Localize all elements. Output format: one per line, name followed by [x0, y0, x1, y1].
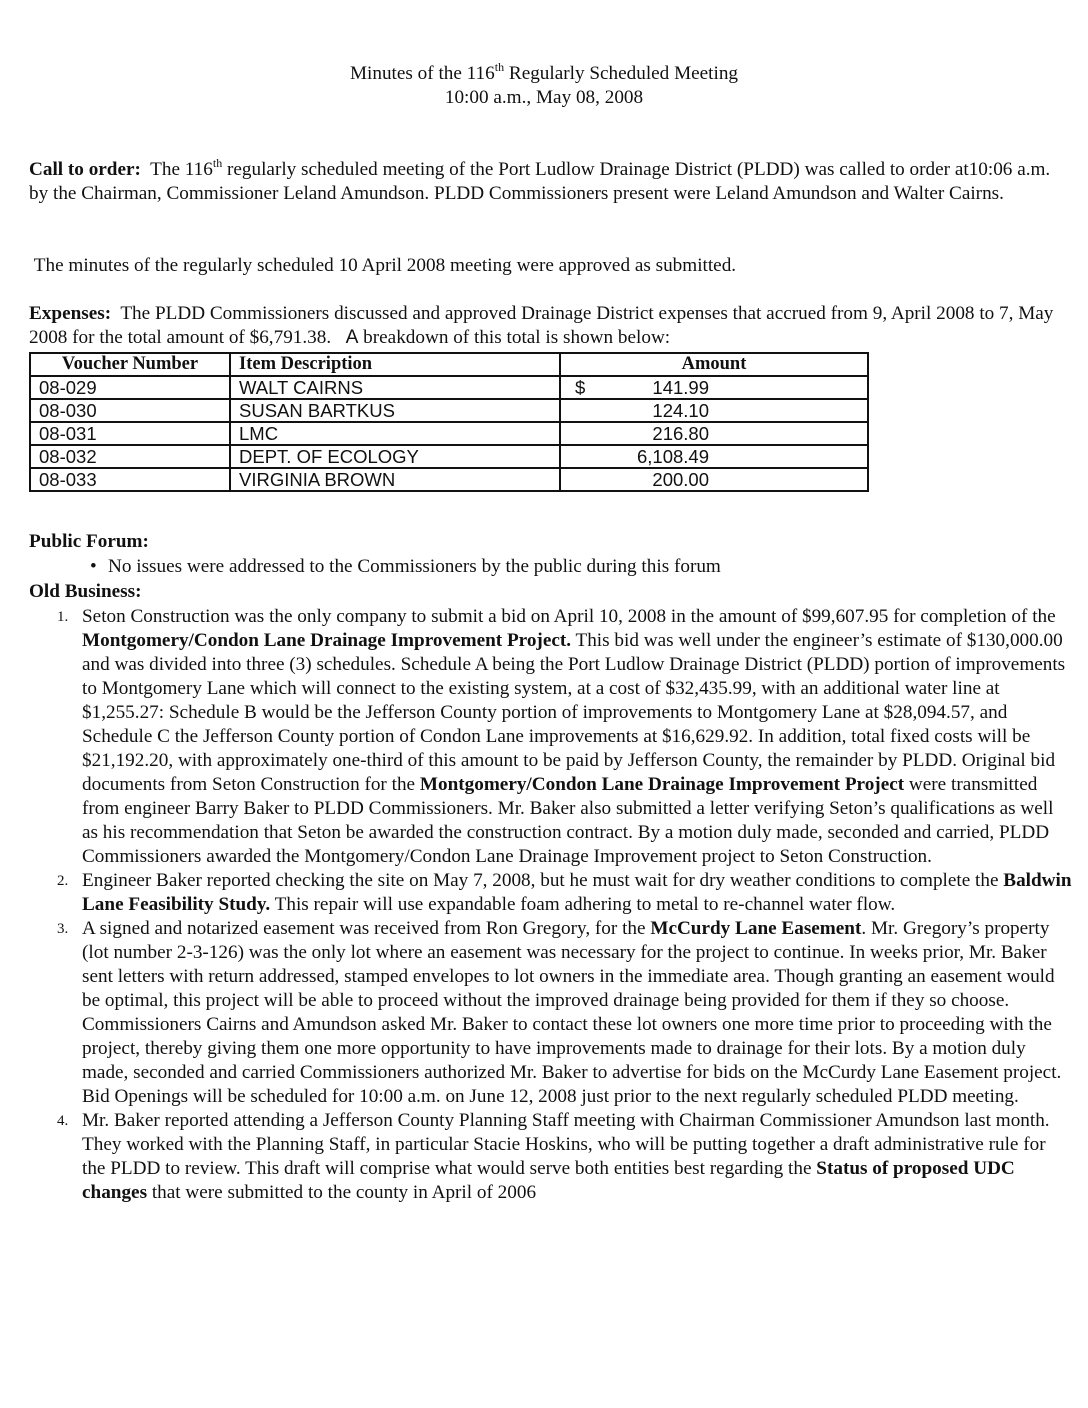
list-item: 4. Mr. Baker reported attending a Jefferson County Planning Staff meeting with Chairman Commissioner Amundson last month. They worked with the Planning Staff, in particular Stacie Hoskins, who will be putting together a draft administrative rule for the PLDD to review. This draft will comprise what would serve both entities best regarding the Status of proposed UDC changes that were submitted to the county in April of 2006	[57, 1110, 1050, 1203]
expenses-section: Expenses: The PLDD Commissioners discussed and approved Drainage District expenses that accrued from 9, April 2008 to 7, May 2008 for the total amount of $6,791.38. A breakdown of this total is shown below:	[29, 303, 1059, 348]
item-number: 2.	[57, 873, 69, 889]
public-forum-heading: Public Forum:	[29, 531, 149, 552]
old-business-heading: Old Business:	[29, 581, 142, 602]
list-item: 1. Seton Construction was the only company to submit a bid on April 10, 2008 in the amount of $99,607.95 for completion of the Montgomery/Condon Lane Drainage Improvement Project. This bid was well under the engineer’s estimate of $130,000.00 and was divided into three (3) schedules. Schedule A being the Port Ludlow Drainage District (PLDD) portion of improvements to Montgomery Lane which will connect to the existing system, at a cost of $32,435.99, with an additional water line at $1,255.27: Schedule B would be the Jefferson County portion of improvements to Montgomery Lane at $28,094.57, and Schedule C the Jefferson County portion of Condon Lane improvements at $16,629.92. In addition, total fixed costs will be $21,192.20, with approximately one-third of this amount to be paid by Jefferson County, the remainder by PLDD. Original bid documents from Seton Construction for the Montgomery/Condon Lane Drainage Improvement Project were transmitted from engineer Barry Baker to PLDD Commissioners. Mr. Baker also submitted a letter verifying Seton’s qualifications as well as his recommendation that Seton be awarded the construction contract. By a motion duly made, seconded and carried, PLDD Commissioners awarded the Montgomery/Condon Lane Drainage Improvement project to Seton Construction.	[57, 606, 1066, 867]
meeting-date: 10:00 a.m., May 08, 2008	[444, 87, 644, 108]
expenses-label: Expenses:	[29, 303, 112, 324]
voucher-cell: 08-032	[30, 445, 230, 468]
column-header-description: Item Description	[230, 353, 560, 376]
bullet-icon: •	[90, 556, 97, 577]
description-cell: WALT CAIRNS	[230, 376, 560, 399]
item-number: 4.	[57, 1113, 69, 1129]
amount-cell: 6,108.49	[560, 445, 868, 468]
voucher-cell: 08-031	[30, 422, 230, 445]
document-title	[0, 62, 1088, 110]
table-row	[30, 468, 868, 491]
voucher-cell: 08-029	[30, 376, 230, 399]
currency-symbol: $	[575, 377, 586, 398]
amount-cell: $ 141.99	[560, 376, 868, 399]
list-item: 3. A signed and notarized easement was received from Ron Gregory, for the McCurdy Lane Easement. Mr. Gregory’s property (lot number 2-3-126) was the only lot where an easement was necessary for the project to continue. In weeks prior, Mr. Baker sent letters with return addressed, stamped envelopes to lot owners in the immediate area. Though granting an easement would be optimal, this project will be able to proceed without the improved drainage being provided for them if they so choose. Commissioners Cairns and Amundson asked Mr. Baker to contact these lot owners one more time prior to proceeding with the project, thereby giving them one more opportunity to have improvements made to drainage for their lots. By a motion duly made, seconded and carried Commissioners authorized Mr. Baker to advertise for bids on the McCurdy Lane Easement project. Bid Openings will be scheduled for 10:00 a.m. on June 12, 2008 just prior to the next regularly scheduled PLDD meeting.	[57, 918, 1062, 1107]
minutes-document: Minutes of the 116th Regularly Scheduled Meeting 10:00 a.m., May 08, 2008 Call to order: The 116th regularly scheduled meeting of the Port Ludlow Drainage District (PLDD) was called to order at10:06 a.m. by the Chairman, Commissioner Leland Amundson. PLDD Commissioners present were Leland Amundson and Walter Cairns. The minutes of the regularly scheduled 10 April 2008 meeting were approved as submitted. Expenses: The PLDD Commissioners discussed and approved Drainage District expenses that accrued from 9, April 2008 to 7, May 2008 for the total amount of $6,791.38. A breakdown of this total is shown below: Voucher Number Item Description Amount 08-029 WALT CAIRNS $ 141.99 08-030 SUSAN BARTKUS 124.10 08-031 LMC 216.80 08-032 DEPT. OF ECOLOGY 6,108.49 08-033 VIRGINIA BROWN 200.00 Public Forum: • No issues were addressed to the Commissioners by the public during this forum Old Business: 1. Seton Construction was the only company to submit a bid on April 10, 2008 in the amount of $99,607.95 for completion of the Montgomery/Condon Lane Drainage Improvement Project. This bid was well under the engineer’s estimate of $130,000.00 and was divided into three (3) schedules. Schedule A being the Port Ludlow Drainage District (PLDD) portion of improvements to Montgomery Lane which will connect to the existing system, at a cost of $32,435.99, with an additional water line at $1,255.27: Schedule B would be the Jefferson County portion of improvements to Montgomery Lane at $28,094.57, and Schedule C the Jefferson County portion of Condon Lane improvements at $16,629.92. In addition, total fixed costs will be $21,192.20, with approximately one-third of this amount to be paid by Jefferson County, the remainder by PLDD. Original bid documents from Seton Construction for the Montgomery/Condon Lane Drainage Improvement Project were transmitted from engineer Barry Baker to PLDD Commissioners. Mr. Baker also submitted a letter verifying Seton’s qualifications as well as his recommendation that Seton be awarded the construction contract. By a motion duly made, seconded and carried, PLDD Commissioners awarded the Montgomery/Condon Lane Drainage Improvement project to Seton Construction. 2. Engineer Baker reported checking the site on May 7, 2008, but he must wait for dry weather conditions to complete the Baldwin Lane Feasibility Study. This repair will use expandable foam adhering to metal to re-channel water flow. 3. A signed and notarized easement was received from Ron Gregory, for the McCurdy Lane Easement. Mr. Gregory’s property (lot number 2-3-126) was the only lot where an easement was necessary for the project to continue. In weeks prior, Mr. Baker sent letters with return addressed, stamped envelopes to lot owners in the immediate area. Though granting an easement would be optimal, this project will be able to proceed without the improved drainage being provided for them if they so choose. Commissioners Cairns and Amundson asked Mr. Baker to contact these lot owners one more time prior to proceeding with the project, thereby giving them one more opportunity to have improvements made to drainage for their lots. By a motion duly made, seconded and carried Commissioners authorized Mr. Baker to advertise for bids on the McCurdy Lane Easement project. Bid Openings will be scheduled for 10:00 a.m. on June 12, 2008 just prior to the next regularly scheduled PLDD meeting. 4. Mr. Baker reported attending a Jefferson County Planning Staff meeting with Chairman Commissioner Amundson last month. They worked with the Planning Staff, in particular Stacie Hoskins, who will be putting together a draft administrative rule for the PLDD to review. This draft will comprise what would serve both entities best regarding the Status of proposed UDC changes that were submitted to the county in April of 2006	[0, 0, 1088, 1408]
description-cell: SUSAN BARTKUS	[230, 399, 560, 422]
amount-cell: 216.80	[560, 422, 868, 445]
item-number: 3.	[57, 921, 69, 937]
call-to-order-label: Call to order:	[29, 159, 141, 180]
table-row	[30, 422, 868, 445]
list-item: 2. Engineer Baker reported checking the site on May 7, 2008, but he must wait for dry weather conditions to complete the Baldwin Lane Feasibility Study. This repair will use expandable foam adhering to metal to re-channel water flow.	[57, 870, 1072, 915]
column-header-voucher: Voucher Number	[30, 353, 230, 376]
table-row	[30, 445, 868, 468]
amount-cell: 124.10	[560, 399, 868, 422]
table-row	[30, 399, 868, 422]
table-header-row	[30, 353, 868, 376]
meeting-title: Minutes of the 116th Regularly Scheduled Meeting	[349, 60, 739, 84]
column-header-amount: Amount	[560, 353, 868, 376]
description-cell: DEPT. OF ECOLOGY	[230, 445, 560, 468]
voucher-cell: 08-030	[30, 399, 230, 422]
table-row	[30, 376, 868, 399]
call-to-order-section: Call to order: The 116th regularly scheduled meeting of the Port Ludlow Drainage District (PLDD) was called to order at10:06 a.m. by the Chairman, Commissioner Leland Amundson. PLDD Commissioners present were Leland Amundson and Walter Cairns.	[29, 156, 1051, 204]
item-number: 1.	[57, 609, 69, 625]
description-cell: VIRGINIA BROWN	[230, 468, 560, 491]
expenses-table	[29, 352, 869, 492]
description-cell: LMC	[230, 422, 560, 445]
voucher-cell: 08-033	[30, 468, 230, 491]
minutes-approval-text: The minutes of the regularly scheduled 10 April 2008 meeting were approved as submitted.	[29, 255, 737, 276]
amount-cell: 200.00	[560, 468, 868, 491]
